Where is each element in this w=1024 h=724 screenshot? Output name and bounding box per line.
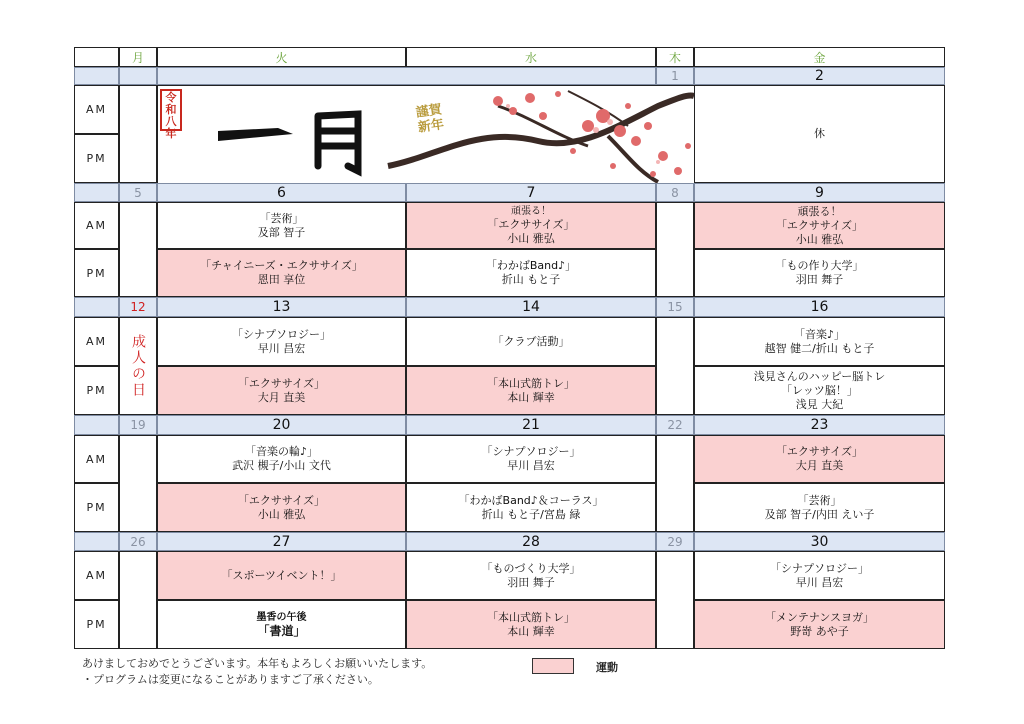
holiday-label: 成人の日 — [119, 317, 157, 415]
instructor-name: 小山 雅弘 — [507, 231, 555, 245]
instructor-name: 大月 直美 — [257, 390, 306, 404]
header-corner — [74, 47, 119, 67]
date-fri-w4: 23 — [694, 415, 945, 435]
thu-w3-empty — [656, 317, 694, 415]
program-title: 「クラブ活動」 — [492, 334, 570, 348]
date-fri-w5: 30 — [694, 532, 945, 551]
reiwa-stamp: 令和八年 — [165, 91, 177, 140]
instructor-name: 及部 智子 — [257, 225, 306, 239]
closed-label: 休 — [814, 127, 825, 140]
instructor-name: 本山 輝幸 — [507, 390, 555, 404]
am-label: AM — [74, 435, 119, 483]
plum-blossom-illustration — [158, 86, 695, 184]
footer-greeting: あけましておめでとうございます。本年もよろしくお願いいたします。 — [82, 657, 433, 670]
footer-notes — [82, 656, 432, 688]
program-cell — [406, 435, 656, 483]
program-title: 「芸術」 — [797, 493, 842, 507]
instructor-name: 大月 直美 — [795, 459, 844, 472]
mon-w5-empty — [119, 551, 157, 649]
program-title: 「メンテナンスヨガ」 — [764, 610, 875, 624]
header-friday: 金 — [694, 47, 945, 67]
date-tue-wed-w1 — [157, 67, 656, 85]
footer-notice: ・プログラムは変更になることがありますご了承ください。 — [82, 673, 379, 686]
date-mon-w3: 12 — [119, 297, 157, 317]
legend-swatch — [532, 658, 574, 674]
program-cell — [406, 483, 656, 532]
am-label: AM — [74, 317, 119, 366]
program-cell — [406, 551, 656, 600]
program-title: 「スポーツイベント！」 — [221, 568, 342, 582]
date-thu-w5: 29 — [656, 532, 694, 551]
date-mon-w2: 5 — [119, 183, 157, 202]
program-title: 「レッツ脳！」 — [781, 383, 858, 397]
instructor-name: 及部 智子/内田 えい子 — [764, 507, 875, 521]
program-title: 「音楽の輪♪」 — [244, 445, 319, 458]
date-label-blank — [74, 415, 119, 435]
program-title: 「わかばBand♪」 — [485, 259, 577, 272]
program-cell-exercise — [157, 366, 406, 415]
program-cell — [157, 202, 406, 249]
program-title: 「チャイニーズ・エクササイズ」 — [200, 259, 363, 272]
date-tue-w3: 13 — [157, 297, 406, 317]
program-cell-exercise — [406, 600, 656, 649]
program-cell-exercise — [406, 366, 656, 415]
date-tue-w5: 27 — [157, 532, 406, 551]
greeting-text: 謹賀新年 — [415, 102, 445, 136]
instructor-name: 小山 雅弘 — [257, 507, 306, 521]
header-thursday: 木 — [656, 47, 694, 67]
pm-label: PM — [74, 249, 119, 297]
date-wed-w4: 21 — [406, 415, 656, 435]
program-title: 「エクササイズ」 — [237, 493, 326, 507]
program-cell-exercise — [694, 202, 945, 249]
instructor-name: 早川 昌宏 — [795, 575, 844, 589]
date-thu-w4: 22 — [656, 415, 694, 435]
program-cell-exercise — [157, 551, 406, 600]
date-fri-w3: 16 — [694, 297, 945, 317]
date-mon-w4: 19 — [119, 415, 157, 435]
date-mon-w5: 26 — [119, 532, 157, 551]
date-label-blank — [74, 297, 119, 317]
am-label: AM — [74, 551, 119, 600]
program-cell — [406, 317, 656, 366]
program-cell — [157, 600, 406, 649]
program-note: 頑張る！ — [511, 205, 551, 217]
instructor-name: 武沢 槻子/小山 文代 — [232, 459, 331, 472]
program-cell — [694, 317, 945, 366]
date-fri-w2: 9 — [694, 183, 945, 202]
thu-w5-empty — [656, 551, 694, 649]
program-cell-exercise — [157, 249, 406, 297]
date-tue-w4: 20 — [157, 415, 406, 435]
program-title: 「わかばBand♪＆コーラス」 — [458, 493, 604, 507]
program-title: 「本山式筋トレ」 — [487, 610, 575, 624]
header-monday: 月 — [119, 47, 157, 67]
date-wed-w2: 7 — [406, 183, 656, 202]
date-label-blank — [74, 67, 119, 85]
date-mon-w1 — [119, 67, 157, 85]
program-title: 「エクササイズ」 — [775, 218, 864, 232]
date-label-blank — [74, 532, 119, 551]
pm-label: PM — [74, 600, 119, 649]
date-thu-w1: 1 — [656, 67, 694, 85]
program-title: 「芸術」 — [259, 211, 304, 225]
program-cell-exercise — [406, 202, 656, 249]
instructor-name: 早川 昌宏 — [257, 341, 306, 355]
program-cell — [694, 366, 945, 415]
thu-w4-empty — [656, 435, 694, 532]
date-tue-w2: 6 — [157, 183, 406, 202]
program-title: 「シナプソロジー」 — [481, 445, 581, 458]
pm-label: PM — [74, 483, 119, 532]
mon-w2-empty — [119, 202, 157, 297]
am-label: AM — [74, 202, 119, 249]
program-cell-exercise — [694, 600, 945, 649]
date-thu-w2: 8 — [656, 183, 694, 202]
instructor-name: 恩田 享位 — [257, 273, 306, 286]
banner-title — [158, 86, 159, 87]
program-title: 「エクササイズ」 — [487, 217, 575, 231]
fri-w1-closed — [694, 85, 945, 183]
date-thu-w3: 15 — [656, 297, 694, 317]
program-subtitle: 浅見さんのハッピー脳トレ — [753, 369, 886, 383]
program-cell — [694, 249, 945, 297]
program-title: 「本山式筋トレ」 — [487, 376, 575, 390]
instructor-name: 野嵜 あや子 — [790, 624, 849, 638]
legend-label: 運動 — [596, 661, 618, 674]
program-title: 「シナプソロジー」 — [770, 561, 869, 575]
am-label: AM — [74, 85, 119, 134]
instructor-name: 折山 もと子/宮島 緑 — [481, 507, 581, 521]
program-cell — [157, 435, 406, 483]
new-year-banner — [157, 85, 696, 185]
instructor-name: 浅見 大紀 — [795, 397, 844, 411]
instructor-name: 羽田 舞子 — [507, 575, 555, 589]
date-fri-w1: 2 — [694, 67, 945, 85]
program-cell-exercise — [694, 435, 945, 483]
program-cell — [406, 249, 656, 297]
instructor-name: 越智 健二/折山 もと子 — [764, 341, 875, 355]
program-subtitle: 墨香の午後 — [256, 611, 307, 623]
program-title: 「もの作り大学」 — [775, 259, 864, 272]
program-title: 「音楽♪」 — [793, 327, 846, 341]
mon-w4-empty — [119, 435, 157, 532]
program-cell — [694, 483, 945, 532]
program-title: 「エクササイズ」 — [237, 376, 326, 390]
program-title: 「書道」 — [257, 623, 306, 638]
instructor-name: 折山 もと子 — [501, 273, 561, 286]
date-wed-w5: 28 — [406, 532, 656, 551]
date-wed-w3: 14 — [406, 297, 656, 317]
program-note: 頑張る！ — [797, 204, 842, 218]
mon-w1-empty — [119, 85, 157, 183]
instructor-name: 羽田 舞子 — [795, 273, 844, 286]
program-cell-exercise — [157, 483, 406, 532]
program-cell — [157, 317, 406, 366]
program-title: 「ものづくり大学」 — [481, 561, 581, 575]
instructor-name: 早川 昌宏 — [507, 459, 555, 472]
thu-w2-empty — [656, 202, 694, 297]
pm-label: PM — [74, 366, 119, 415]
date-label-blank — [74, 183, 119, 202]
instructor-name: 本山 輝幸 — [507, 624, 555, 638]
program-title: 「シナプソロジー」 — [232, 327, 331, 341]
instructor-name: 小山 雅弘 — [795, 232, 844, 246]
header-wednesday: 水 — [406, 47, 656, 67]
program-cell — [694, 551, 945, 600]
header-tuesday: 火 — [157, 47, 406, 67]
pm-label: PM — [74, 134, 119, 183]
program-title: 「エクササイズ」 — [775, 445, 864, 458]
calendar — [74, 47, 945, 649]
